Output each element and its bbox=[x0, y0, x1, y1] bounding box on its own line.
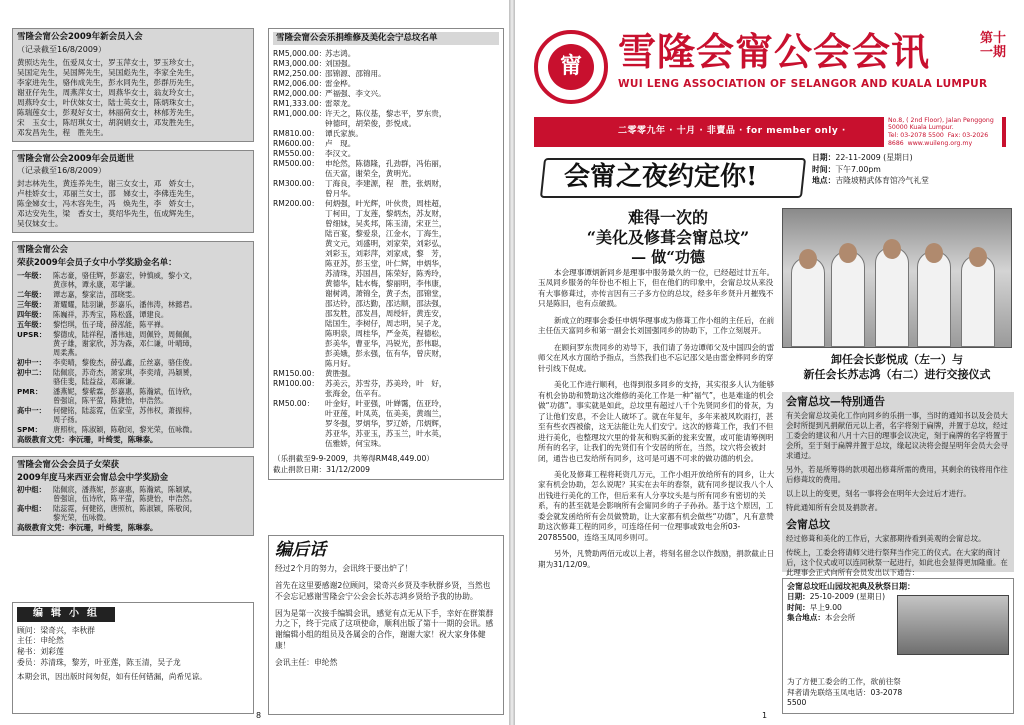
award-names: 潘燕妮，黎紫霖，彭嘉惠，陈瀚斌，伍诗欣， 曾强谊，陈平萤，陈捷怡，申浩然。 bbox=[53, 386, 197, 405]
donor-row bbox=[273, 179, 499, 199]
award-names: 陆蕊霓，何健铭，唐照杭，陈淑颖，陈敬闵， 黎光荣，伍咏微。 bbox=[53, 504, 197, 523]
donor-amount: RM2,000.00： bbox=[273, 88, 327, 98]
masthead bbox=[534, 22, 1006, 114]
award-row bbox=[17, 358, 249, 368]
donor-names: 丁海良，李建源，程 胜，张炳财， 曾月华。 bbox=[325, 178, 447, 198]
donor-amount: RM600.00： bbox=[273, 138, 319, 148]
event-date-label: 日期： bbox=[812, 153, 836, 162]
donor-names: 卢 现。 bbox=[325, 138, 356, 148]
notice-title-2: 会甯总坟 bbox=[786, 518, 830, 532]
donor-amount: RM2,006.00： bbox=[273, 78, 327, 88]
article-paragraph: 在顾问罗东贵同乡的劝导下，我们请了务边谭师父及中国四会的雷师父在风水方面给予指点，当然我们也不忘记邵父是由雷金桦同乡的穿针引线下促成。 bbox=[538, 342, 775, 373]
article-paragraph: 另外，凡赞助两佰元或以上者，将刻名留念以作鼓励，捐款截止日期为31/12/09。 bbox=[538, 549, 775, 569]
award-level: 二年级： bbox=[17, 289, 46, 299]
photo-person bbox=[917, 251, 951, 347]
editorial-paragraph: 因为是第一次接手编辑会讯，感觉有点无从下手，幸好在群策群力之下，终于完成了这项使命，顺利出版了第十一期的会讯。感谢编辑小组的组员及各属会的合作，谢谢大家！祝大家身体健康！ bbox=[275, 608, 494, 650]
rite-time: 早上9.00 bbox=[809, 602, 842, 612]
left-column bbox=[12, 28, 254, 544]
editorial-signature: 会讯主任：申纶然 bbox=[275, 657, 338, 667]
donor-row bbox=[273, 99, 499, 109]
donors-column bbox=[268, 28, 504, 480]
event-time-label: 时间： bbox=[812, 164, 836, 174]
editorial-paragraph: 经过2个月的努力，会讯终于要出炉了！ bbox=[275, 564, 413, 574]
award-names: 陆佩宸，潘燕妮，彭嘉惠，陈瀚斌，陈颖斌， 曾强谊，伍诗欣，陈平萤，陈捷怡，申浩然。 bbox=[53, 485, 197, 504]
photo-person-head bbox=[969, 247, 987, 267]
award-level: UPSR： bbox=[17, 329, 47, 339]
donor-row bbox=[273, 69, 499, 79]
notice-paragraph: 经过修葺和美化的工作后，大家都期待看到美观的会甯总坟。 bbox=[786, 534, 986, 544]
donor-row bbox=[273, 49, 499, 59]
donor-row bbox=[273, 129, 499, 139]
event-date: 22-11-2009 (星期日) bbox=[835, 153, 913, 162]
award-level: 五年级： bbox=[17, 319, 46, 329]
article-paragraph: 新成立的理事会委任申炳华理事成为修葺工作小组的主任后，在前主任伍天富同乡和第一副会长刘国强同乡的协助下，工作立刻展开。 bbox=[538, 315, 775, 336]
donor-amount: RM810.00： bbox=[273, 128, 319, 138]
logo-mark: 甯 bbox=[548, 44, 594, 90]
article-headline bbox=[548, 208, 788, 267]
editorial-box bbox=[268, 535, 504, 715]
donor-names: 何炳强，叶光辉，叶伙贵，周桂超， 丁柯田，丁友莲，黎炳杰，苏友财， 曾细妹，吴炙邦，陈玉清，宋亚兰， 陆百宴，黎爱泉，江金水，丁海生， 黄文元，刘盛明，刘家荣，刘彩弘， 刘彩玉，刘彩萍，刘家成，黎 芳， 陈亚苏，彭玉堂，叶仁辉，申炳华， 苏清珠，苏国昌，陈荣好，陈秀玲， 黄德华，陆水梅，黎丽明，李伟康， 谢树鸿，萧锦全，黄子杰，邵锦堂， 邵达铃，邵达勤，邵达顺，邵法强， 邵发胜，邵发昌，周绶轩，黄连安， 陆国生，李树仔，周志明，吴子龙， 陈明泉，周桂华，严金英，程德松， 彭美华，曹亚华，冯锐光，彭伟聪， 彭美娥，彭永强，伍有华，曾庆财， 陈月好。 bbox=[325, 198, 447, 369]
editor-row: 顾问：梁奇兴，李秋群 bbox=[17, 625, 95, 635]
new-members-names: 黄照达先生，伍爱凤女士，罗玉萍女士，罗玉珍女士， 吴国定先生，吴国辉先生，吴国彪先生，李家全先生， 李家进先生，骆伟成先生，彭水同先生，彭群历先生， 谢亚仔先生，周燕萍女士，周燕华女士，翁友玲女士， 周燕玲女士，叶伏妹女士，陆士英女士，陈炳珠女士， 陈瑞莲女士，彭观好女士，林丽荷女士，林郁芳先生， 宋 玉女士，陈绍琪女士，胡润娟女士，邓发胜先生， 邓发昌先生，程 胜先生。 bbox=[17, 57, 200, 137]
event-time: 下午7.00pm bbox=[835, 164, 881, 174]
photo-person-head bbox=[799, 249, 817, 269]
award-level: 高中组： bbox=[17, 504, 46, 514]
event-banner bbox=[542, 150, 804, 206]
donor-names: 叶金好，叶亚强，叶婵霭，伍亚玲， 叶亚莲，叶凤英，伍美美，黄端兰， 罗冬强，罗炳华，罗辽娇，邝炳辉， 苏亚华，苏亚玉，苏玉兰，叶水英， 伍雅娇，何宝珠。 bbox=[325, 399, 447, 449]
article-paragraph: 美化工作进行顺利，也得到很多同乡的支持，其实很多人认为能够有机会协助和赞助这次维修的美化工作是一种“福气”，也是难逢的机会做“功德”。事实就是如此，总坟里有超过八千个先贤同乡们的骨灰，为了让他们安息，不会让人破坏了。就在年复年，多年来被风吹雨打，甚至有些衣西被偷，这无法能让先人们安宁。这次的修葺工作，我们不但进行美化，也整理坟穴里的骨灰和购买新的瓮来安置，或可能请筹例明所有的名字，让我们的先贤们有个安居的所在，当然，坟穴将会被封闭，通告也已发给所有同乡，这可是可遇不可求的做功德的机会。 bbox=[538, 380, 775, 463]
issue-date-line: 二零零九年 · 十月 · 非賣品 · for member only · bbox=[618, 126, 846, 137]
awards-higher: 高级教育文凭：李沅珊，叶绮雯，陈琳泰。 bbox=[17, 434, 158, 444]
newsletter-english-title: WUI LENG ASSOCIATION OF SELANGOR AND KUALA LUMPUR bbox=[618, 78, 988, 90]
award-level: 高中一： bbox=[17, 405, 46, 415]
award-row bbox=[17, 504, 249, 523]
donor-row bbox=[273, 369, 499, 379]
award-names: 黎恺琪，伍子琦，薛泓能，陈平禅。 bbox=[53, 319, 169, 329]
award-level: SPM： bbox=[17, 424, 42, 434]
rite-time-label: 时间： bbox=[787, 602, 810, 612]
deceased-panel bbox=[12, 150, 254, 234]
photo-person bbox=[875, 247, 909, 347]
headline-line-1: 难得一次的 bbox=[627, 208, 708, 227]
newsletter-title: 雪隆会甯公会会讯 bbox=[618, 29, 931, 74]
donor-amount: RM3,000.00： bbox=[273, 58, 327, 68]
rite-place-label: 集合地点： bbox=[787, 613, 825, 623]
notice-title: 会甯总坟—特别通告 bbox=[786, 395, 885, 408]
award-level: 初中组： bbox=[17, 485, 46, 495]
donor-amount: RM150.00： bbox=[273, 369, 319, 379]
donor-names: 雷翠龙。 bbox=[325, 98, 356, 108]
award-row bbox=[17, 300, 249, 310]
donors-panel bbox=[268, 28, 504, 480]
new-members-title: 雪隆会甯公会2009年新会员入会 bbox=[17, 32, 143, 42]
award-names: 陈巍祥，苏秀宝，陈松盛，谭建良。 bbox=[53, 309, 169, 319]
award-row bbox=[17, 425, 249, 435]
association-logo bbox=[534, 30, 608, 104]
rite-footnote: 为了方便工委会的工作，欲前往祭拜者请先联络玉凤电话：03-2078 5500 bbox=[787, 677, 903, 708]
donor-amount: RM300.00： bbox=[273, 178, 319, 188]
notice-paragraph: 以上以上的变更，刻名一事将会在明年大会过后才进行。 bbox=[786, 489, 971, 499]
donor-names: 谭氏家族。 bbox=[325, 128, 363, 138]
donor-row bbox=[273, 59, 499, 69]
donors-list bbox=[273, 49, 499, 450]
event-place-label: 地点： bbox=[812, 176, 836, 186]
award-row bbox=[17, 290, 249, 300]
rite-date-label: 日期： bbox=[787, 592, 810, 601]
page-number-right: 1 bbox=[762, 711, 768, 720]
donor-amount: RM1,333.00： bbox=[273, 98, 327, 108]
donor-row bbox=[273, 89, 499, 99]
awards-title-1: 雪隆会甯公会 bbox=[17, 245, 69, 256]
notice-paragraph: 特此通知所有会员及捐款者。 bbox=[786, 503, 883, 513]
photo-caption bbox=[782, 352, 1012, 383]
awards-table bbox=[17, 271, 249, 435]
association-address: No.8, ( 2nd Floor), Jalan Penggong 50000 Kuala Lumpur. Tel: 03-2078 5500 Fax: 03-2026 8686 www.wuileng.org.my bbox=[884, 115, 1002, 150]
deceased-names: 封志林先生，黄连养先生，谢三女女士，邓 娇女士， 卢桂娇女士，邓丽兰女士，邵 娣女士，李佛连先生， 陈金娣女士，冯木容先生，冯 焕先生，李 娇女士， 邓达安先生，梁 香女士，莫绍华先生，伍成辉先生， 吴仅妹女士。 bbox=[17, 179, 200, 229]
award-names: 李奕晴，黎俊杰，薛弘鑫，丘丝嘉，骆佳俊。 bbox=[53, 357, 197, 367]
award-names: 谭志嘉，黎家洁，邵晓雯。 bbox=[53, 289, 140, 299]
photo-person-head bbox=[839, 243, 857, 263]
donor-row bbox=[273, 149, 499, 159]
rite-place: 本会会所 bbox=[824, 613, 856, 623]
award-row bbox=[17, 271, 249, 290]
school-awards-panel bbox=[12, 456, 254, 537]
award-row bbox=[17, 320, 249, 330]
awards-title-2: 荣获2009年会员子女中小学奖励金名单： bbox=[17, 258, 177, 269]
award-level: 初中一： bbox=[17, 357, 46, 367]
school-awards-table bbox=[17, 485, 249, 523]
notice-paragraph: 传统上，工委会将请师父进行祭拜当作完工的仪式。在大家的商讨后，这个仪式或可以连同秋祭一起进行，如此也会显得更加隆重。在此理事会正式向所有会员发出以下通告： bbox=[786, 548, 1008, 578]
donor-amount: RM100.00： bbox=[273, 379, 319, 389]
new-members-panel bbox=[12, 28, 254, 142]
award-names: 陈志豪，骆佳辉，彭嘉宏，钟慎威，黎小文， 黄彦林，谭永康，邓学谦。 bbox=[53, 270, 197, 289]
donor-names: 李汉文。 bbox=[325, 148, 356, 158]
donor-row bbox=[273, 159, 499, 179]
editor-row: 秘书：刘彩莲 bbox=[17, 647, 64, 657]
event-info bbox=[812, 152, 1012, 187]
award-level: PMR： bbox=[17, 386, 43, 396]
photo-person-head bbox=[925, 243, 943, 263]
award-level: 初中二： bbox=[17, 367, 46, 377]
special-notice bbox=[782, 392, 1014, 578]
school-awards-title-1: 雪隆会甯公会会员子女荣获 bbox=[17, 459, 120, 470]
rite-title: 会甯总坟旺山园坟祀典及秋祭日期： bbox=[787, 582, 915, 591]
award-names: 萧耀耀，陆羽谦，彭嘉乐，潘伟涛，林懿君。 bbox=[53, 299, 197, 309]
page-number-left: 8 bbox=[256, 711, 262, 720]
donor-amount: RM500.00： bbox=[273, 158, 319, 168]
donor-row bbox=[273, 139, 499, 149]
award-names: 何健铭，陆蕊霓，伍家莹，苏伟权，萧振梓， 周子扬。 bbox=[53, 405, 197, 424]
photo-person bbox=[791, 257, 825, 347]
issue-number: 第十一期 bbox=[980, 31, 1007, 61]
article-paragraph: 本会理事谭炳新同乡是理事中服务最久的一位，已经超过廿五年。玉凤同乡服务的年份也不相上下，但在他们的印象中，会甯总坟从来没有大事修葺过，亦传言因有三子多方位的总坟，经多年乡贤升月摧残不只是陈旧，也有点破损。 bbox=[538, 268, 775, 309]
school-awards-higher: 高级教育文凭：李沅珊，叶绮雯，陈琳泰。 bbox=[17, 523, 158, 533]
donor-names: 申纶然，陈德隆，孔劲群，冯佑丽， 伍天富，谢荣全，黄明光。 bbox=[325, 158, 447, 178]
editorial-body bbox=[275, 564, 497, 651]
editorial-title: 编后话 bbox=[275, 540, 326, 560]
donor-amount: RM1,000.00： bbox=[273, 108, 327, 118]
award-names: 陆佩宸，苏奇杰，萧家琪，李奕靖，冯颖赟， 骆佳斐，陆益益，邓麻谦。 bbox=[53, 367, 197, 386]
award-row bbox=[17, 387, 249, 406]
donor-amount: RM2,250.00： bbox=[273, 68, 327, 78]
caption-line-2: 新任会长苏志鸿（右二）进行交接仪式 bbox=[803, 368, 991, 382]
handover-photo bbox=[782, 208, 1012, 348]
award-names: 黎德成，陆祥程，潘伟迪，周佩铃，周佩佩， 黄子雄，谢家欣，苏为森，邓仁谦，叶晴璋， 周柔燕。 bbox=[53, 329, 197, 357]
notice-paragraph: 另外，若是所筹得的款项超出修葺所需的费用，其剩余的钱将用作往后修葺坟的费用。 bbox=[786, 465, 1008, 485]
editors-title: 编辑小组 bbox=[17, 607, 115, 622]
headline-line-3: — 做“功德 bbox=[631, 248, 705, 266]
school-awards-title-2: 2009年度马来西亚会甯总会中学奖励金 bbox=[17, 472, 169, 483]
event-title: 会甯之夜约定你! bbox=[564, 162, 758, 192]
donor-amount: RM200.00： bbox=[273, 198, 319, 208]
notice-paragraph: 有关会甯总坟美化工作向同乡的乐捐一事，当时的通知书以及会员大会时所提到凡捐献佰元以上者，名字将刻于扁牌，并置于总坟，经过工委会的建议和八月十六日的理事会议决定，刻于扁牌的名字将置于会所，至于刻于扁牌并置于总坟，缘起议决将会提呈明年会员大会寻求通过。 bbox=[786, 410, 1008, 460]
award-level: 一年级： bbox=[17, 270, 46, 280]
page-gutter bbox=[509, 0, 515, 725]
donors-title: 雪隆会甯公会乐捐维修及美化会宁总坟名单 bbox=[273, 32, 499, 45]
cemetery-photo bbox=[897, 595, 1009, 655]
donor-amount: RM550.00： bbox=[273, 148, 319, 158]
headline-line-2: “美化及修葺会甯总坟” bbox=[586, 228, 750, 247]
donor-row bbox=[273, 79, 499, 89]
donor-names: 严福强、李文兴。 bbox=[325, 88, 386, 98]
editor-row: 主任：申纶然 bbox=[17, 636, 64, 646]
editorial-paragraph: 首先在这里要感谢2位顾问，梁奇兴乡贤及李秋群乡贤，当然也不会忘记感谢雪隆会宁公会会长苏志鸿乡贤给予我的协助。 bbox=[275, 581, 491, 601]
editors-footnote: 本期会讯，因出版时间匆促，如有任何错漏，尚希见谅。 bbox=[17, 672, 207, 682]
award-row bbox=[17, 310, 249, 320]
award-row bbox=[17, 406, 249, 425]
donor-names: 许天之，陈仪基，黎志平，罗东贵， 钟德珂，胡荣俊，彭悦成。 bbox=[325, 108, 447, 128]
photo-person bbox=[831, 251, 865, 347]
autumn-rite-box bbox=[782, 578, 1014, 714]
photo-person-head bbox=[883, 239, 901, 259]
donor-row bbox=[273, 109, 499, 129]
caption-line-1: 卸任会长彭悦成（左一）与 bbox=[831, 353, 963, 366]
deceased-title: 雪隆会甯公会2009年会员逝世 bbox=[17, 153, 135, 164]
award-level: 三年级： bbox=[17, 299, 46, 309]
donor-names: 邵锦源、邵锦用。 bbox=[325, 68, 386, 78]
rite-date: 25-10-2009 (星期日) bbox=[809, 592, 886, 601]
photo-person bbox=[961, 255, 995, 347]
award-level: 四年级： bbox=[17, 309, 46, 319]
donor-names: 黄胜强。 bbox=[325, 369, 356, 379]
award-row bbox=[17, 330, 249, 358]
editors-box bbox=[12, 602, 254, 714]
award-names: 唐照杭，陈淑颖，陈敬闵，黎光荣，伍咏微。 bbox=[53, 424, 197, 434]
donor-amount: RM50.00： bbox=[273, 399, 315, 409]
event-place: 吉隆坡精武体育馆冷气礼堂 bbox=[835, 176, 929, 186]
issue-info-bar bbox=[534, 117, 1006, 147]
article-body bbox=[538, 268, 776, 576]
editor-row: 委员：苏清珠，黎芳，叶亚莲，陈玉清，吴子龙 bbox=[17, 658, 181, 668]
article-paragraph: 美化及修葺工程将耗资几万元，工作小组开放给所有的同乡，让大家有机会协助，怎么说呢？其实在去年的春祭，就有同乡提议我八个人出钱进行美化的工作，但后来有人分享坟头是与所有同乡有密切的关系，有的甚至就是会影响所有会甯同乡的子子孙孙。基于这个原因，工委会就发函给所有会员做赞助，让大家都有机会做些“功德”，凡有意赞助这次修葺工程的同乡，可连络任何一位理事或致电会所03-20785500，连络玉凤同乡则可。 bbox=[538, 469, 775, 542]
donor-names: 苏志鸿。 bbox=[325, 48, 356, 58]
award-row bbox=[17, 368, 249, 387]
donors-footnote: （乐捐截至9-9-2009，共筹得RM48,449.00） 截止捐款日期：31/12/2009 bbox=[273, 454, 434, 474]
donor-amount: RM5,000.00： bbox=[273, 48, 327, 58]
new-members-sub: （记录截至16/8/2009） bbox=[17, 44, 107, 54]
donor-names: 刘国强。 bbox=[325, 58, 356, 68]
deceased-sub: （记录截至16/8/2009） bbox=[17, 166, 107, 176]
donor-row bbox=[273, 199, 499, 369]
donor-names: 苏美云，苏雪芬，苏美玲，叶 好， 张海金，伍辛有。 bbox=[325, 379, 447, 399]
donor-row bbox=[273, 379, 499, 399]
awards-panel bbox=[12, 241, 254, 448]
donor-names: 雷金桦。 bbox=[325, 78, 356, 88]
donor-row bbox=[273, 399, 499, 449]
award-row bbox=[17, 485, 249, 504]
